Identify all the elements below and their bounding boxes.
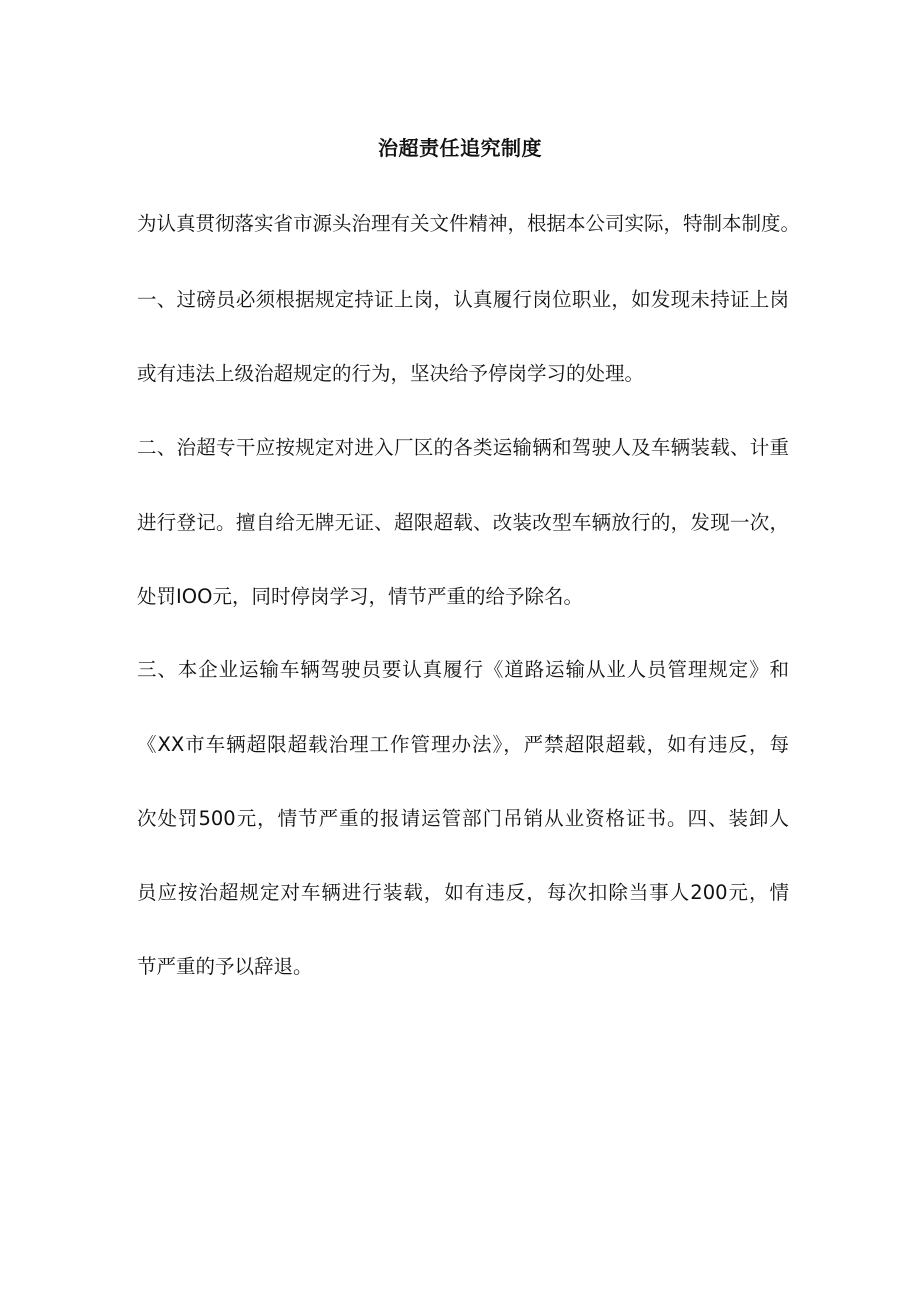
article-3-line-1: 三、本企业运输车辆驾驶员要认真履行《道路运输从业人员管理规定》和 — [137, 658, 789, 681]
article-1-line-2: 或有违法上级治超规定的行为，坚决给予停岗学习的处理。 — [137, 362, 645, 385]
document-title: 治超责任追究制度 — [378, 136, 542, 160]
article-4-line-2: 节严重的予以辞退。 — [137, 955, 313, 978]
article-2-line-1: 二、治超专干应按规定对进入厂区的各类运输辆和驾驶人及车辆装载、计重 — [137, 436, 789, 459]
article-1-line-1: 一、过磅员必须根据规定持证上岗，认真履行岗位职业，如发现未持证上岗 — [137, 288, 789, 311]
article-2-line-2: 进行登记。擅自给无牌无证、超限超载、改装改型车辆放行的，发现一次， — [137, 511, 789, 534]
article-3-line-2: 《XX市车辆超限超载治理工作管理办法》，严禁超限超载，如有违反，每 — [137, 733, 789, 756]
intro-line: 为认真贯彻落实省市源头治理有关文件精神，根据本公司实际，特制本制度。 — [137, 212, 801, 235]
article-4-line-1: 员应按治超规定对车辆进行装载，如有违反，每次扣除当事人200元，情 — [137, 881, 789, 904]
article-3-line-3: 次处罚500元，情节严重的报请运管部门吊销从业资格证书。四、装卸人 — [137, 807, 789, 830]
article-2-line-3: 处罚IOO元，同时停岗学习，情节严重的给予除名。 — [137, 585, 583, 608]
